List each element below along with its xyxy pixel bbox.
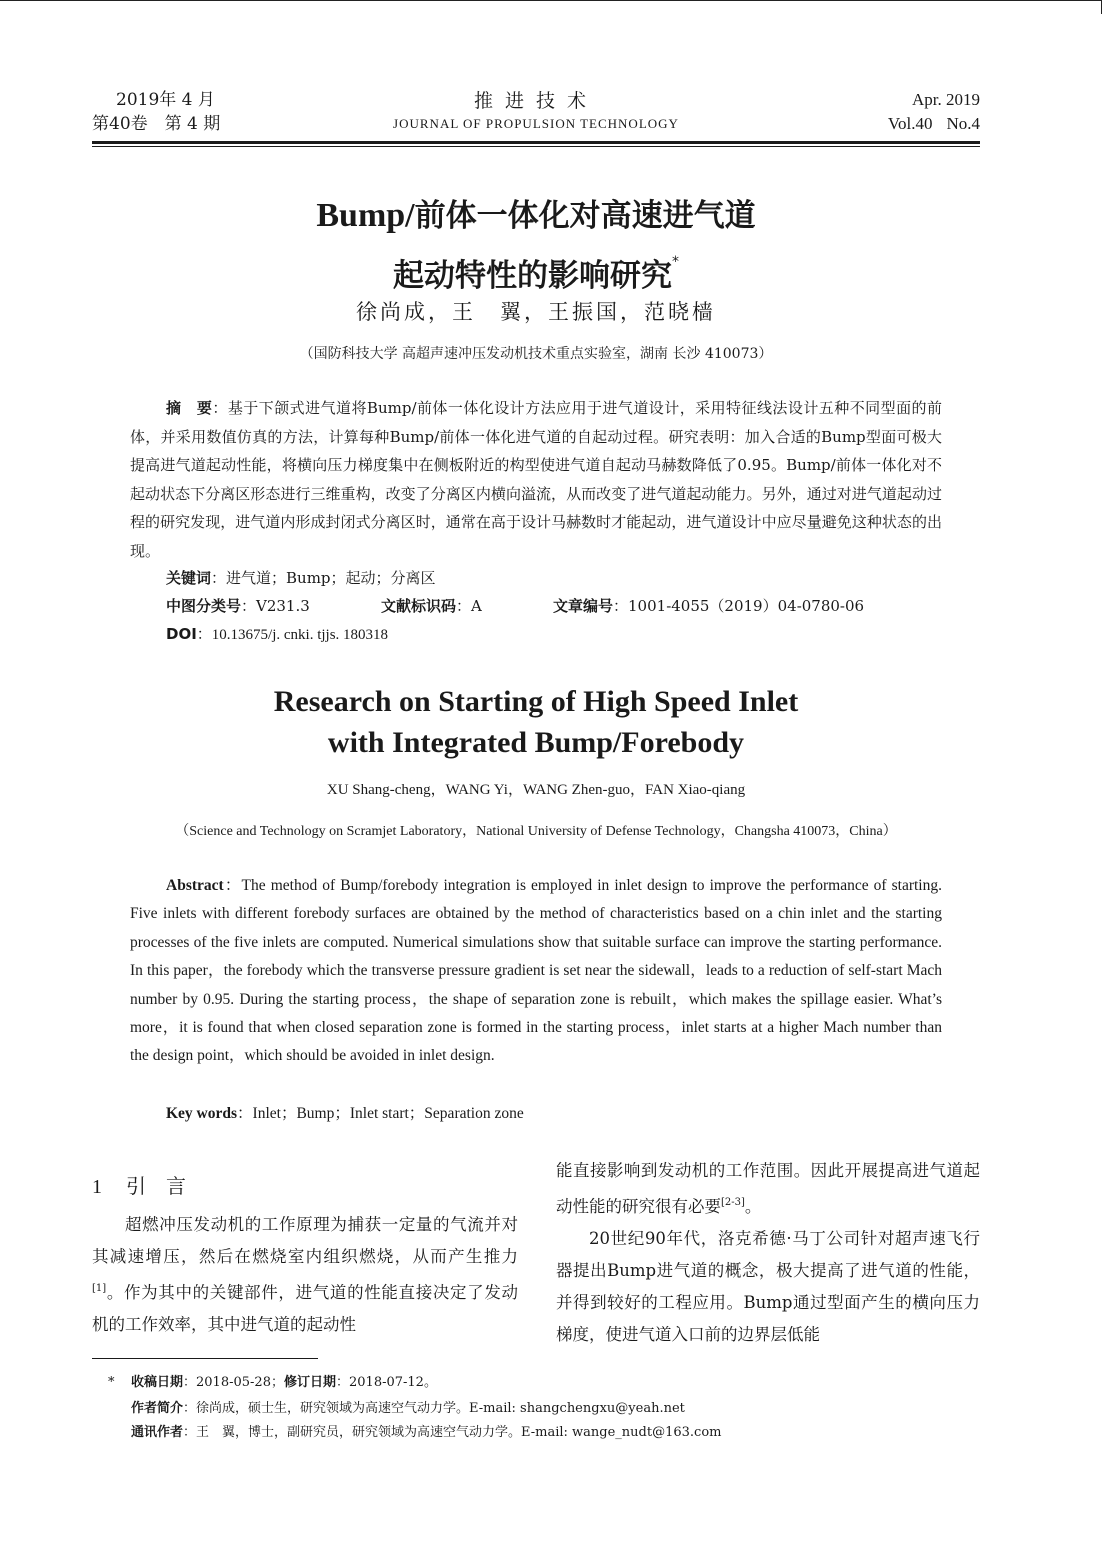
affiliation-cn: （国防科技大学 高超声速冲压发动机技术重点实验室，湖南 长沙 410073） — [299, 346, 773, 362]
abstract-en-label: Abstract — [166, 877, 224, 894]
clc-value: ：V231.3 — [241, 597, 310, 615]
body-text: 能直接影响到发动机的工作范围。因此开展提高进气道起动性能的研究很有必要 — [556, 1161, 980, 1216]
doi-line — [166, 620, 388, 649]
header-no-en: No.4 — [946, 114, 980, 133]
abstract-cn-paragraph — [130, 394, 942, 565]
revised-text: ：2018-07-12。 — [336, 1375, 437, 1390]
doc-code-value: ：A — [456, 597, 482, 615]
authors-en: XU Shang-cheng，WANG Yi，WANG Zhen-guo，FAN Xiao-qiang — [326, 782, 746, 798]
title-cn-line1 — [0, 193, 1072, 239]
revised-label: 修订日期 — [283, 1375, 336, 1390]
footnote-corresponding — [131, 1420, 721, 1446]
title-cn-line2 — [0, 239, 1072, 299]
citation-ref: [1] — [92, 1283, 107, 1294]
author-bio-text: ：徐尚成，硕士生，研究领域为高速空气动力学。E-mail: shangchengxu@yeah.net — [183, 1401, 685, 1416]
header-rule-thick — [92, 141, 980, 144]
abstract-cn — [130, 394, 942, 565]
footnote-star: * — [108, 1375, 115, 1390]
footnote-rule — [92, 1358, 318, 1359]
clc-label: 中图分类号 — [166, 597, 242, 615]
title-cn-line2-text: 起动特性的影响研究 — [393, 258, 672, 294]
header-date-en: Apr. 2019 — [912, 90, 980, 109]
corresponding-text: ：王 翼，博士，副研究员，研究领域为高速空气动力学。E-mail: wange_nudt@163.com — [183, 1425, 722, 1440]
received-label: 收稿日期 — [131, 1375, 184, 1390]
section-title: 引 言 — [126, 1174, 186, 1198]
article-number-value: ：1001-4055（2019）04-0780-06 — [613, 597, 865, 615]
article-number-label: 文章编号 — [553, 597, 614, 615]
abstract-en — [130, 872, 942, 1071]
header-rule-thin — [92, 146, 980, 147]
header-right — [888, 88, 980, 136]
corresponding-label: 通讯作者 — [131, 1425, 184, 1440]
title-cn-latin: Bump/ — [316, 197, 415, 234]
abstract-en-text: ：The method of Bump/forebody integration is employed in inlet design to improve the performance of starting. Five inlets with different forebody surfaces are obtained by the method of characteristics based on a chin inlet and the starting processes of the five inlets are computed. Numerical simulations show that suitable surface can improve the starting performance. In this paper，the forebody which the transverse pressure gradient is set near the sidewall，leads to a reduction of self-start Mach number by 0.95. During the starting process，the shape of separation zone is rebuilt，which makes the spillage easier. What’s more，it is found that when closed separation zone is formed in the starting process，inlet starts at a higher Mach number than the design point，which should be avoided in inlet design. — [130, 877, 942, 1065]
section-number: 1 — [92, 1176, 102, 1198]
body-paragraph — [556, 1223, 980, 1351]
authors-cn: 徐尚成，王 翼，王振国，范晓樯 — [356, 300, 716, 324]
classification-line — [166, 592, 946, 620]
clc-number — [166, 592, 381, 620]
header-vol-no — [888, 112, 980, 136]
header-journal — [92, 88, 980, 134]
journal-name-cn: 推进技术 — [473, 90, 598, 112]
keywords-cn-text: ：进气道；Bump；起动；分离区 — [211, 569, 436, 587]
running-header — [92, 88, 980, 138]
doi-label: DOI — [166, 625, 197, 643]
body-paragraph — [556, 1155, 980, 1223]
header-volume-cn: 第40卷 第 4 期 — [92, 114, 221, 134]
section-heading-introduction — [92, 1170, 186, 1199]
title-en-line1: Research on Starting of High Speed Inlet — [273, 685, 799, 718]
keywords-cn-label: 关键词 — [166, 569, 212, 587]
doi-value: ：10.13675/j. cnki. tjjs. 180318 — [196, 627, 389, 643]
abstract-cn-label: 摘 要 — [166, 399, 213, 417]
footnote-dates — [108, 1370, 437, 1396]
doc-code-label: 文献标识码 — [381, 597, 457, 615]
title-en-line2: with Integrated Bump/Forebody — [327, 726, 745, 759]
title-cn-line1-text: 前体一体化对高速进气道 — [414, 198, 756, 234]
body-paragraph — [92, 1209, 518, 1341]
affiliation-en: （Science and Technology on Scramjet Laboratory，National University of Defense Technology，Changsha 410073，China） — [175, 824, 897, 839]
body-text: 超燃冲压发动机的工作原理为捕获一定量的气流并对其减速增压，然后在燃烧室内组织燃烧，从而产生推力 — [92, 1215, 518, 1266]
body-text: 。作为其中的关键部件，进气道的性能直接决定了发动机的工作效率，其中进气道的起动性 — [92, 1283, 518, 1334]
document-code — [381, 592, 553, 620]
author-bio-label: 作者简介 — [131, 1401, 184, 1416]
body-text: 。 — [744, 1197, 762, 1216]
footnote-author — [131, 1396, 685, 1422]
journal-name-en: JOURNAL OF PROPULSION TECHNOLOGY — [393, 116, 679, 131]
body-column-left — [92, 1209, 518, 1341]
citation-ref: [2-3] — [721, 1197, 745, 1208]
header-date-cn: 2019年 4 月 — [116, 90, 215, 110]
body-text: 20世纪90年代，洛克希德·马丁公司针对超声速飞行器提出Bump进气道的概念，极大提高了进气道的性能，并得到较好的工程应用。Bump通过型面产生的横向压力梯度，使进气道入口前的边界层低能 — [556, 1229, 980, 1344]
body-column-right — [556, 1155, 980, 1351]
article-number — [553, 592, 864, 620]
keywords-en-label: Key words — [166, 1105, 238, 1122]
received-text: ：2018-05-28； — [183, 1375, 284, 1390]
abstract-cn-text: ：基于下颌式进气道将Bump/前体一体化设计方法应用于进气道设计，采用特征线法设计五种不同型面的前体，并采用数值仿真的方法，计算每种Bump/前体一体化进气道的自起动过程。研究表明：加入合适的Bump型面可极大提高进气道起动性能，将横向压力梯度集中在侧板附近的构型使进气道自起动马赫数降低了0.95。Bump/前体一体化对不起动状态下分离区形态进行三维重构，改变了分离区内横向溢流，从而改变了进气道起动能力。另外，通过对进气道起动过程的研究发现，进气道内形成封闭式分离区时，通常在高于设计马赫数时才能起动，进气道设计中应尽量避免这种状态的出现。 — [130, 399, 942, 560]
keywords-en-text: ：Inlet；Bump；Inlet start；Separation zone — [237, 1105, 524, 1122]
keywords-cn — [166, 564, 436, 592]
keywords-en — [166, 1100, 524, 1128]
abstract-en-paragraph — [130, 872, 942, 1071]
page-edge-top — [0, 0, 1102, 1]
title-footnote-mark: * — [672, 254, 679, 270]
header-vol-en: Vol.40 — [887, 114, 933, 133]
